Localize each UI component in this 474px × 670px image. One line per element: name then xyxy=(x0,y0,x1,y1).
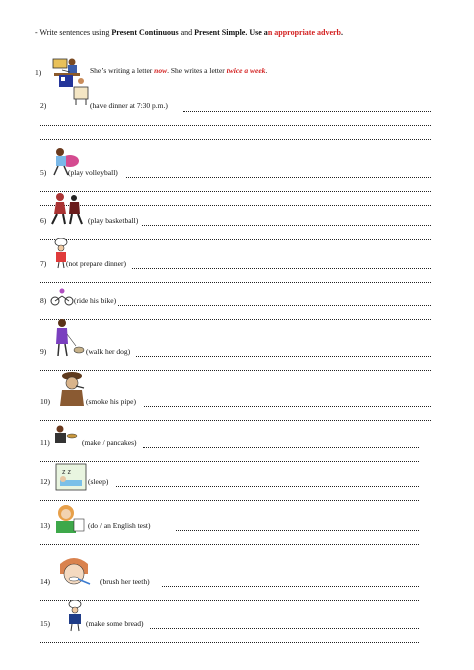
item-number: 13) xyxy=(40,521,50,530)
answer-line[interactable] xyxy=(40,205,431,206)
item-number: 1) xyxy=(35,68,42,77)
item-prompt: (walk her dog) xyxy=(86,347,131,356)
answer-line[interactable] xyxy=(162,586,419,587)
item-prompt: (ride his bike) xyxy=(74,296,117,305)
instruction-tense-2: Present Simple xyxy=(194,28,246,37)
cook-pancakes-icon xyxy=(50,424,78,446)
answer-line[interactable] xyxy=(40,282,431,283)
woman-walking-dog-icon xyxy=(50,318,86,358)
answer-line[interactable] xyxy=(136,356,431,357)
item-prompt: (not prepare dinner) xyxy=(66,259,126,268)
answer-line[interactable] xyxy=(40,319,431,320)
example-sentence: She’s writing a letter now. She writes a letter twice a week. xyxy=(90,66,268,75)
answer-line[interactable] xyxy=(40,500,419,501)
item-number: 11) xyxy=(40,438,50,447)
answer-line[interactable] xyxy=(142,225,431,226)
answer-line[interactable] xyxy=(126,177,431,178)
item-number: 9) xyxy=(40,347,47,356)
item-number: 14) xyxy=(40,577,50,586)
instructions xyxy=(35,28,343,37)
item-number: 10) xyxy=(40,397,50,406)
instruction-use: . Use a xyxy=(245,28,268,37)
instruction-adverb: n appropriate adverb xyxy=(267,28,342,37)
item-prompt: (play basketball) xyxy=(88,216,139,225)
item-number: 2) xyxy=(40,101,47,110)
item-prompt: (play volleyball) xyxy=(68,168,118,177)
instruction-prefix: - Write sentences using xyxy=(35,28,112,37)
answer-line[interactable] xyxy=(150,628,419,629)
answer-line[interactable] xyxy=(40,461,419,462)
instruction-end: . xyxy=(341,28,344,37)
sleeping-person-icon xyxy=(54,462,88,492)
item-number: 7) xyxy=(40,259,47,268)
answer-line[interactable] xyxy=(144,406,431,407)
example-adverb-frequency: twice a week xyxy=(226,66,266,75)
item-prompt: (make some bread) xyxy=(86,619,144,628)
item-prompt: (make / pancakes) xyxy=(82,438,137,447)
student-test-icon xyxy=(52,503,88,535)
answer-line[interactable] xyxy=(40,420,431,421)
item-prompt: (do / an English test) xyxy=(88,521,151,530)
answer-line[interactable] xyxy=(40,544,419,545)
answer-line[interactable] xyxy=(176,530,419,531)
item-number: 12) xyxy=(40,477,50,486)
answer-line[interactable] xyxy=(40,191,431,192)
answer-line[interactable] xyxy=(40,139,431,140)
answer-line[interactable] xyxy=(40,642,419,643)
baker-icon xyxy=(62,600,88,632)
svg-text:z z: z z xyxy=(62,469,71,476)
answer-line[interactable] xyxy=(143,447,419,448)
item-number: 6) xyxy=(40,216,47,225)
example-adverb-now: now xyxy=(154,66,168,75)
basketball-players-icon xyxy=(46,192,86,226)
brushing-teeth-icon xyxy=(56,554,92,592)
answer-line[interactable] xyxy=(183,111,431,112)
dinner-table-icon xyxy=(56,73,92,107)
item-number: 15) xyxy=(40,619,50,628)
item-prompt: (have dinner at 7:30 p.m.) xyxy=(90,101,168,110)
instruction-tense-1: Present Continuous xyxy=(111,28,179,37)
answer-line[interactable] xyxy=(40,370,431,371)
answer-line[interactable] xyxy=(116,486,419,487)
item-number: 5) xyxy=(40,168,47,177)
answer-line[interactable] xyxy=(118,305,431,306)
item-prompt: (sleep) xyxy=(88,477,109,486)
item-prompt: (smoke his pipe) xyxy=(86,397,136,406)
instruction-and: and xyxy=(178,28,195,37)
item-number: 8) xyxy=(40,296,47,305)
item-prompt: (brush her teeth) xyxy=(100,577,150,586)
answer-line[interactable] xyxy=(132,268,431,269)
bike-rider-icon xyxy=(50,288,74,306)
answer-line[interactable] xyxy=(40,239,431,240)
answer-line[interactable] xyxy=(40,600,419,601)
answer-line[interactable] xyxy=(40,125,431,126)
